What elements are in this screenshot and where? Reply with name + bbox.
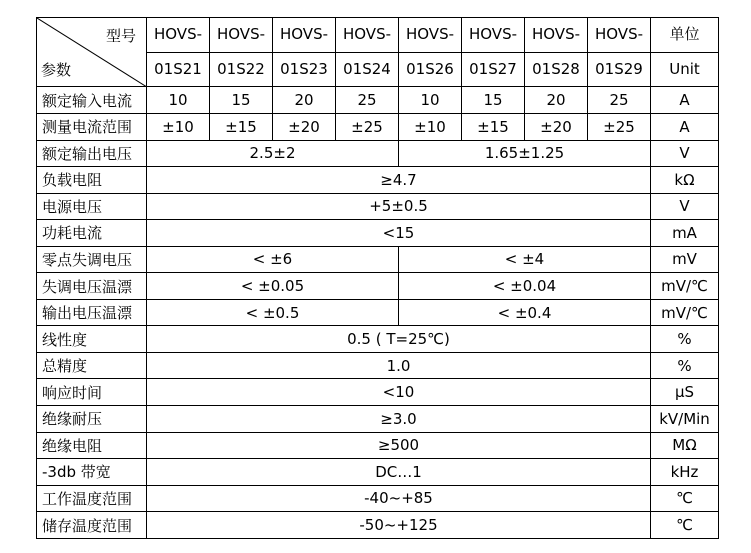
value-cell-group-a: < ±0.5 <box>147 299 399 326</box>
unit-cell: ℃ <box>651 485 719 512</box>
table-row <box>37 246 719 273</box>
unit-header-line1: 单位 <box>651 18 719 53</box>
unit-cell: mV/℃ <box>651 299 719 326</box>
model-header-0-line2: 01S21 <box>147 52 210 87</box>
value-cell-group-b: < ±4 <box>399 246 651 273</box>
model-header-5-line1: HOVS- <box>462 18 525 53</box>
model-header-0-line1: HOVS- <box>147 18 210 53</box>
unit-cell: MΩ <box>651 432 719 459</box>
table-row <box>37 193 719 220</box>
unit-cell: A <box>651 113 719 140</box>
value-cell-group-b: < ±0.04 <box>399 273 651 300</box>
param-label: 负载电阻 <box>37 167 147 194</box>
unit-cell: % <box>651 326 719 353</box>
table-row <box>37 140 719 167</box>
value-cell: ±15 <box>210 113 273 140</box>
value-cell-all: -50~+125 <box>147 512 651 539</box>
unit-cell: % <box>651 352 719 379</box>
table-row <box>37 432 719 459</box>
value-cell-group-a: 2.5±2 <box>147 140 399 167</box>
value-cell-all: <10 <box>147 379 651 406</box>
value-cell: ±25 <box>588 113 651 140</box>
unit-cell: kV/Min <box>651 406 719 433</box>
model-header-4-line2: 01S26 <box>399 52 462 87</box>
param-label: 绝缘耐压 <box>37 406 147 433</box>
unit-cell: mV/℃ <box>651 273 719 300</box>
model-header-6-line2: 01S28 <box>525 52 588 87</box>
value-cell: ±20 <box>525 113 588 140</box>
model-header-1-line2: 01S22 <box>210 52 273 87</box>
param-label: 线性度 <box>37 326 147 353</box>
value-cell: 25 <box>336 87 399 114</box>
model-header-7-line1: HOVS- <box>588 18 651 53</box>
table-row <box>37 406 719 433</box>
unit-cell: μS <box>651 379 719 406</box>
value-cell: ±10 <box>399 113 462 140</box>
value-cell-all: 1.0 <box>147 352 651 379</box>
value-cell: 10 <box>147 87 210 114</box>
model-header-3-line2: 01S24 <box>336 52 399 87</box>
value-cell: 15 <box>462 87 525 114</box>
value-cell-all: ≥4.7 <box>147 167 651 194</box>
param-label: 额定输入电流 <box>37 87 147 114</box>
unit-header-line2: Unit <box>651 52 719 87</box>
table-row <box>37 512 719 539</box>
param-label: 绝缘电阻 <box>37 432 147 459</box>
param-label: 储存温度范围 <box>37 512 147 539</box>
param-label: 测量电流范围 <box>37 113 147 140</box>
model-header-6-line1: HOVS- <box>525 18 588 53</box>
value-cell-all: ≥3.0 <box>147 406 651 433</box>
unit-cell: V <box>651 193 719 220</box>
value-cell: 20 <box>273 87 336 114</box>
unit-cell: mA <box>651 220 719 247</box>
corner-header-cell <box>37 18 147 87</box>
model-header-4-line1: HOVS- <box>399 18 462 53</box>
table-row <box>37 326 719 353</box>
value-cell: ±15 <box>462 113 525 140</box>
param-label: 总精度 <box>37 352 147 379</box>
value-cell-group-a: < ±6 <box>147 246 399 273</box>
unit-cell: ℃ <box>651 512 719 539</box>
value-cell: ±10 <box>147 113 210 140</box>
unit-cell: A <box>651 87 719 114</box>
unit-cell: V <box>651 140 719 167</box>
param-label: -3db 带宽 <box>37 459 147 486</box>
param-label: 输出电压温漂 <box>37 299 147 326</box>
unit-cell: kΩ <box>651 167 719 194</box>
param-label: 零点失调电压 <box>37 246 147 273</box>
value-cell: ±20 <box>273 113 336 140</box>
value-cell-all: <15 <box>147 220 651 247</box>
param-label: 电源电压 <box>37 193 147 220</box>
param-label: 工作温度范围 <box>37 485 147 512</box>
table-row <box>37 485 719 512</box>
table-row <box>37 459 719 486</box>
spec-table <box>36 17 719 539</box>
table-row <box>37 352 719 379</box>
table-row <box>37 220 719 247</box>
header-row-1 <box>37 18 719 53</box>
value-cell-group-a: < ±0.05 <box>147 273 399 300</box>
table-row <box>37 379 719 406</box>
table-row <box>37 299 719 326</box>
model-header-3-line1: HOVS- <box>336 18 399 53</box>
value-cell-group-b: < ±0.4 <box>399 299 651 326</box>
unit-cell: kHz <box>651 459 719 486</box>
value-cell-all: -40~+85 <box>147 485 651 512</box>
table-row <box>37 273 719 300</box>
param-label: 功耗电流 <box>37 220 147 247</box>
model-header-7-line2: 01S29 <box>588 52 651 87</box>
table-row <box>37 87 719 114</box>
value-cell-all: DC…1 <box>147 459 651 486</box>
value-cell-all: 0.5 ( T=25℃) <box>147 326 651 353</box>
model-header-1-line1: HOVS- <box>210 18 273 53</box>
param-label: 额定输出电压 <box>37 140 147 167</box>
model-header-5-line2: 01S27 <box>462 52 525 87</box>
table-row <box>37 167 719 194</box>
param-label: 参数 <box>41 61 72 80</box>
model-header-2-line2: 01S23 <box>273 52 336 87</box>
value-cell-all: +5±0.5 <box>147 193 651 220</box>
value-cell: 20 <box>525 87 588 114</box>
value-cell: 25 <box>588 87 651 114</box>
value-cell: 10 <box>399 87 462 114</box>
value-cell: ±25 <box>336 113 399 140</box>
value-cell-all: ≥500 <box>147 432 651 459</box>
param-label: 失调电压温漂 <box>37 273 147 300</box>
model-label: 型号 <box>105 27 136 45</box>
value-cell: 15 <box>210 87 273 114</box>
param-label: 响应时间 <box>37 379 147 406</box>
unit-cell: mV <box>651 246 719 273</box>
value-cell-group-b: 1.65±1.25 <box>399 140 651 167</box>
model-header-2-line1: HOVS- <box>273 18 336 53</box>
table-row <box>37 113 719 140</box>
